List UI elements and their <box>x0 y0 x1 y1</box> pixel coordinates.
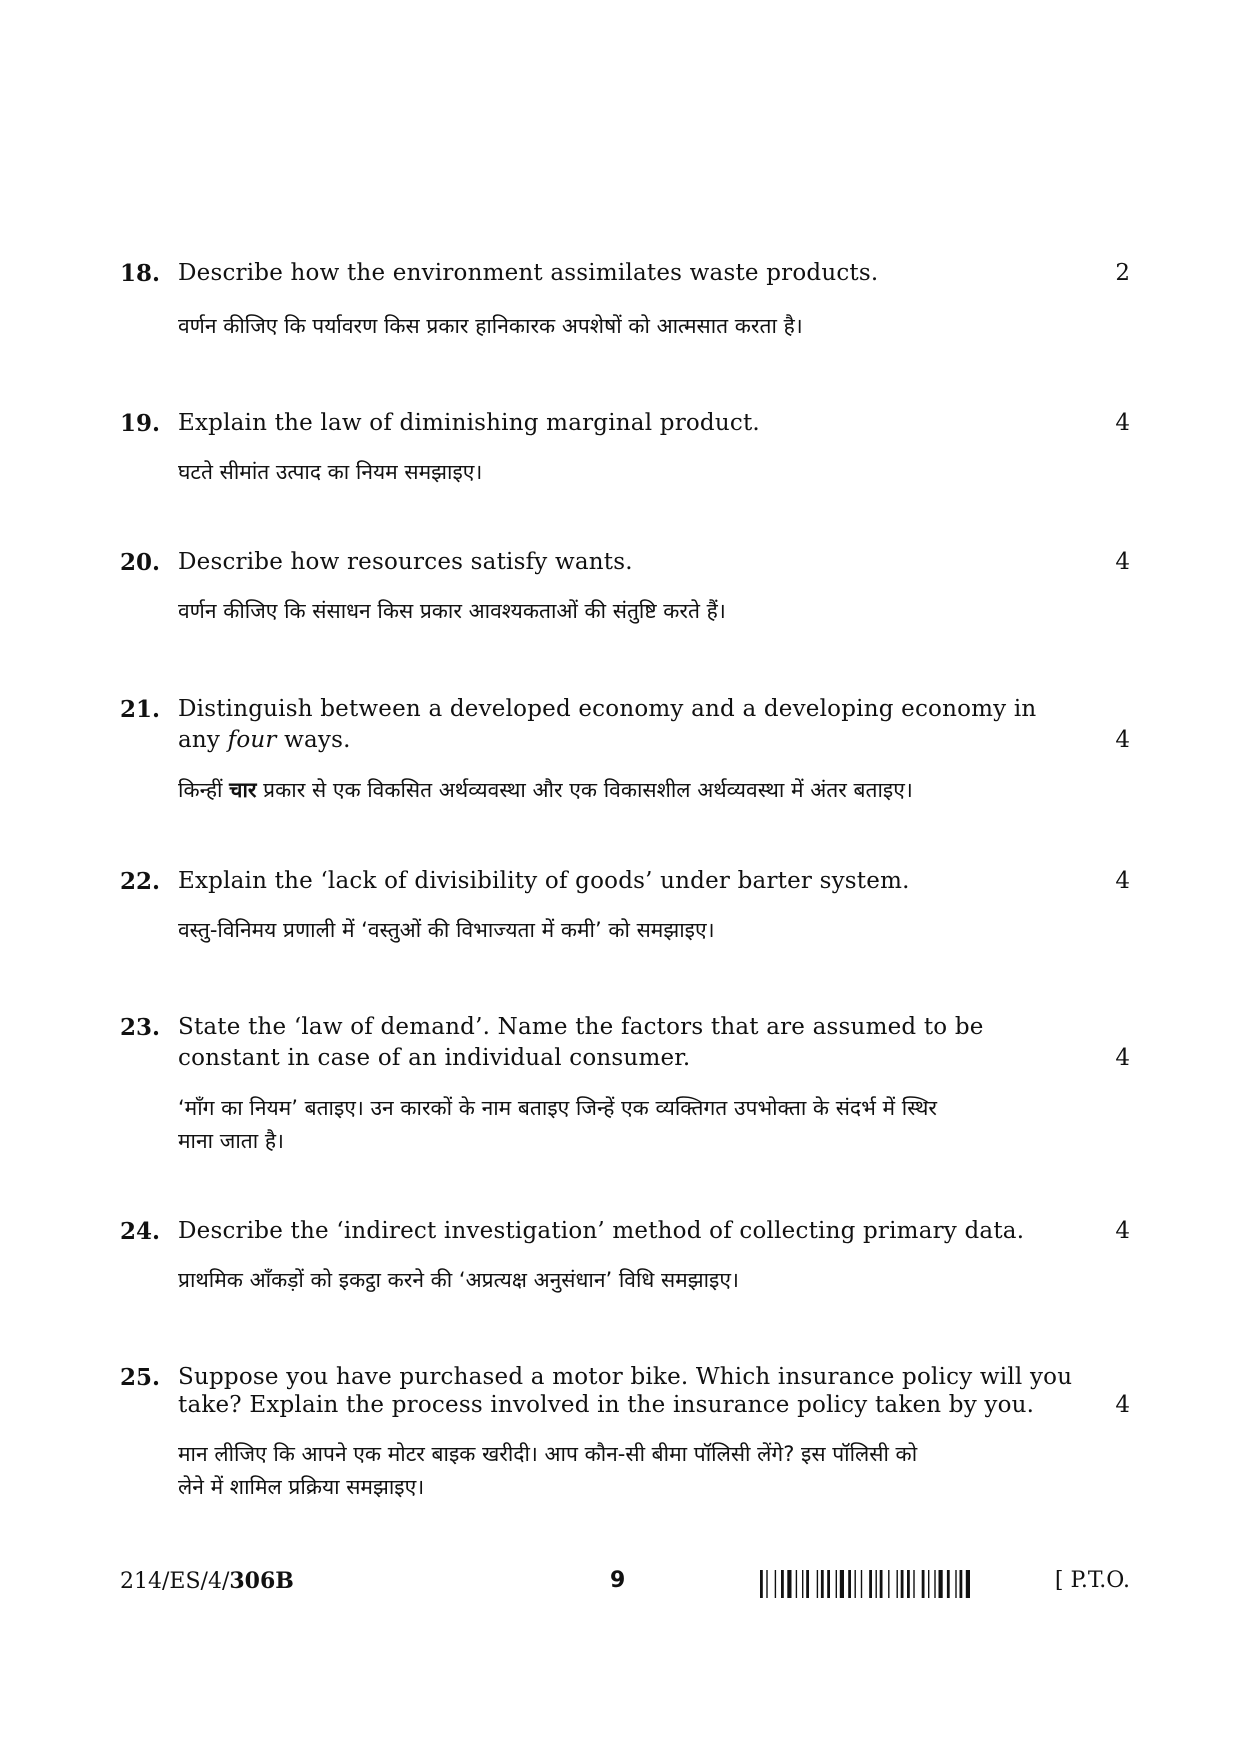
question-text-hi-line-1: ‘माँग का नियम’ बताइए। उन कारकों के नाम बताइए जिन्हें एक व्यक्तिगत उपभोक्ता के संदर्भ में स्थिर <box>178 1096 937 1120</box>
question-text-hi: घटते सीमांत उत्पाद का नियम समझाइए। <box>178 460 483 484</box>
question-text-en-line-1: Suppose you have purchased a motor bike. Which insurance policy will you <box>178 1364 1073 1390</box>
question-text-en: Explain the law of diminishing marginal product. <box>178 410 760 436</box>
page-number: 9 <box>610 1568 626 1593</box>
question-text-hi: प्राथमिक आँकड़ों को इकट्ठा करने की ‘अप्रत्यक्ष अनुसंधान’ विधि समझाइए। <box>178 1268 739 1292</box>
question-text-hi: किन्हीं चार प्रकार से एक विकसित अर्थव्यवस्था और एक विकासशील अर्थव्यवस्था में अंतर बताइए। <box>178 778 913 802</box>
question-text-en: Explain the ‘lack of divisibility of goods’ under barter system. <box>178 868 910 894</box>
question-number: 22. <box>120 868 161 895</box>
question-text-en-line-1: Distinguish between a developed economy and a developing economy in <box>178 696 1037 722</box>
question-number: 24. <box>120 1218 161 1245</box>
question-text-hi-line-1: मान लीजिए कि आपने एक मोटर बाइक खरीदी। आप कौन-सी बीमा पॉलिसी लेंगे? इस पॉलिसी को <box>178 1442 918 1466</box>
question-text-en-line-1: State the ‘law of demand’. Name the factors that are assumed to be <box>178 1014 984 1040</box>
question-text-hi-line-2: माना जाता है। <box>178 1129 284 1153</box>
question-text-en-line-2: take? Explain the process involved in the insurance policy taken by you. <box>178 1392 1035 1418</box>
pto-label: [ P.T.O. <box>1054 1568 1130 1593</box>
marks: 4 <box>1115 1045 1130 1071</box>
question-text-en: Describe how the environment assimilates waste products. <box>178 260 879 286</box>
barcode-image <box>760 1570 1030 1598</box>
question-number: 19. <box>120 410 161 437</box>
question-number: 21. <box>120 696 161 723</box>
question-text-hi-line-2: लेने में शामिल प्रक्रिया समझाइए। <box>178 1475 425 1499</box>
question-text-hi: वर्णन कीजिए कि पर्यावरण किस प्रकार हानिकारक अपशेषों को आत्मसात करता है। <box>178 314 803 338</box>
paper-code: 214/ES/4/306B <box>120 1568 294 1594</box>
question-text-en: Describe how resources satisfy wants. <box>178 549 633 575</box>
question-text-en: Describe the ‘indirect investigation’ method of collecting primary data. <box>178 1218 1025 1244</box>
question-number: 20. <box>120 549 161 576</box>
marks: 4 <box>1115 1218 1130 1244</box>
question-text-en-line-2: any four ways. <box>178 727 351 753</box>
question-text-hi: वर्णन कीजिए कि संसाधन किस प्रकार आवश्यकताओं की संतुष्टि करते हैं। <box>178 599 726 623</box>
page-footer <box>120 1568 1130 1602</box>
question-number: 18. <box>120 260 161 287</box>
marks: 4 <box>1115 868 1130 894</box>
marks: 4 <box>1115 1392 1130 1418</box>
marks: 4 <box>1115 727 1130 753</box>
question-number: 25. <box>120 1364 161 1391</box>
marks: 4 <box>1115 410 1130 436</box>
question-text-en-line-2: constant in case of an individual consumer. <box>178 1045 691 1071</box>
marks: 2 <box>1115 260 1130 286</box>
question-text-hi: वस्तु-विनिमय प्रणाली में ‘वस्तुओं की विभाज्यता में कमी’ को समझाइए। <box>178 918 715 942</box>
marks: 4 <box>1115 549 1130 575</box>
question-number: 23. <box>120 1014 161 1041</box>
